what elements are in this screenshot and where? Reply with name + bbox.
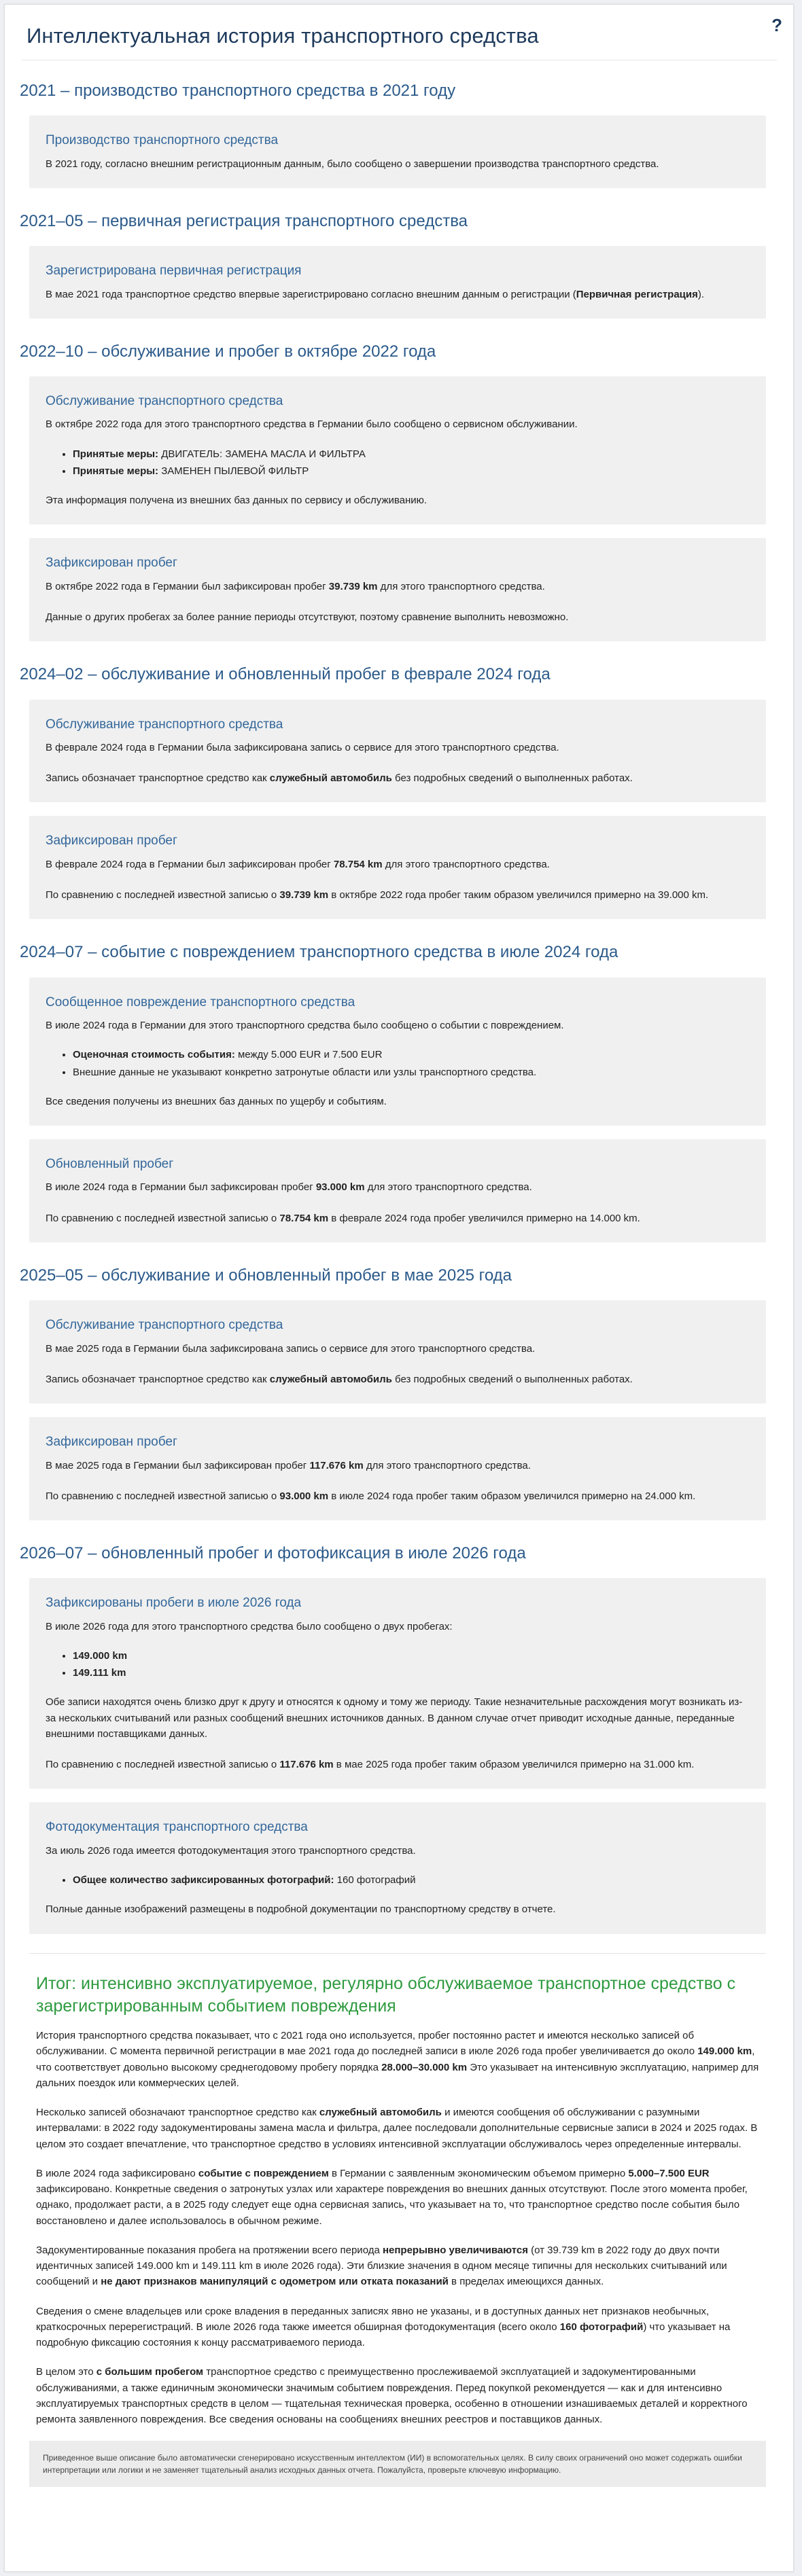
card-title: Сообщенное повреждение транспортного средства (46, 995, 355, 1009)
list-item: • Оценочная стоимость события: между 5.000 EUR и 7.500 EUR (73, 1047, 750, 1062)
event-card (29, 816, 766, 919)
section-heading: 2025–05 – обслуживание и обновленный пробег в мае 2025 года (20, 1266, 512, 1285)
summary-heading: Итог: интенсивно эксплуатируемое, регулярно обслуживаемое транспортное средство с зарегистрированным событием повреждения (36, 1973, 736, 2016)
card-title: Зафиксирован пробег (46, 556, 177, 571)
card-text: В феврале 2024 года в Германии был зафиксирован пробег 78.754 km для этого транспортного средства. (46, 858, 550, 870)
section-heading: 2021–05 – первичная регистрация транспортного средства (20, 211, 468, 230)
event-card (29, 1139, 766, 1242)
card-title: Фотодокументация транспортного средства (46, 1820, 308, 1835)
list-item: • Общее количество зафиксированных фотографий: 160 фотографий (73, 1872, 750, 1888)
card-text: В июле 2026 года для этого транспортного средства было сообщено о двух пробегах: (46, 1620, 453, 1632)
card-title: Зарегистрирована первичная регистрация (46, 264, 302, 279)
card-text: Эта информация получена из внешних баз данных по сервису и обслуживанию. (46, 495, 428, 507)
section-heading: 2022–10 – обслуживание и пробег в октябре 2022 года (20, 342, 436, 361)
event-card (29, 538, 766, 641)
section-heading: 2021 – производство транспортного средства в 2021 году (20, 82, 456, 100)
divider (29, 1953, 766, 1954)
event-card (29, 1578, 766, 1789)
card-text: По сравнению с последней известной записью о 78.754 km в феврале 2024 года пробег увеличился примерно на 14.000 km. (46, 1212, 640, 1224)
list-item: • 149.000 km (73, 1648, 750, 1664)
summary (36, 1973, 766, 2428)
event-card (29, 376, 766, 524)
event-card (29, 1417, 766, 1520)
ai-disclaimer: Приведенное выше описание было автоматически сгенерировано искусственным интеллектом (ИИ) в вспомогательных целях. В силу своих ограничений оно может содержать ошибки интерпретации или логики и не заменяет тщательный анализ исходных данных отчета. Пожалуйста, проверьте ключевую информацию. (29, 2441, 766, 2487)
list-item: • Внешние данные не указывают конкретно затронутые области или узлы транспортного средства. (73, 1065, 750, 1080)
event-card (29, 246, 766, 319)
card-text: По сравнению с последней известной записью о 39.739 km в октябре 2022 года пробег таким образом увеличился примерно на 39.000 km. (46, 889, 709, 901)
event-card (29, 1802, 766, 1933)
card-text: Данные о других пробегах за более ранние периоды отсутствуют, поэтому сравнение выполнить невозможно. (46, 611, 569, 624)
section-heading: 2026–07 – обновленный пробег и фотофиксация в июле 2026 года (20, 1544, 526, 1562)
summary-text: История транспортного средства показывает, что с 2021 года оно используется, пробег постоянно растет и имеются несколько записей об обслуживании. С момента первичной регистрации в мае 2021 года до последней записи в июле 2026 года пробег увеличивается до около 149.000 km, что соответствует довольно высокому среднегодовому пробегу порядка 28.000–30.000 km Это указывает на интенсивную эксплуатацию, например для дальних поездок или коммерческих целей. (36, 2030, 759, 2089)
card-text: Запись обозначает транспортное средство как служебный автомобиль без подробных сведений о выполненных работах. (46, 1373, 633, 1385)
card-title: Обслуживание транспортного средства (46, 393, 283, 408)
event-card (29, 700, 766, 803)
card-text: В 2021 году, согласно внешним регистрационным данным, было сообщено о завершении производства транспортного средства. (46, 158, 659, 170)
list-item: • 149.111 km (73, 1665, 750, 1681)
summary-text: Несколько записей обозначают транспортное средство как служебный автомобиль и имеются сообщения об обслуживании с разумными интервалами: в 2022 году задокументированы замена масла и фильтра, далее последовали дополнительные сервисные записи в 2024 и 2025 годах. В целом это создает впечатление, что транспортное средство в условиях интенсивной эксплуатации обслуживалось через определенные интервалы. (36, 2107, 758, 2150)
card-text: Полные данные изображений размещены в подробной документации по транспортному средству в отчете. (46, 1903, 556, 1916)
timeline (5, 78, 793, 2487)
card-text: В феврале 2024 года в Германии была зафиксирована запись о сервисе для этого транспортного средства. (46, 741, 559, 753)
event-card (29, 978, 766, 1126)
damage-list (73, 1047, 750, 1080)
list-item: • Принятые меры: ЗАМЕНЕН ПЫЛЕВОЙ ФИЛЬТР (73, 463, 750, 479)
card-title: Зафиксированы пробеги в июле 2026 года (46, 1596, 302, 1611)
card-text: Обе записи находятся очень близко друг к другу и относятся к одному и тому же периоду. Такие незначительные расхождения могут возникать из-за нескольких считываний или разных сообщений внешних источников данных. В данном случае отчет приводит исходные данные, переданные внешними поставщиками данных. (46, 1696, 743, 1740)
card-text: По сравнению с последней известной записью о 93.000 km в июле 2024 года пробег таким образом увеличился примерно на 24.000 km. (46, 1490, 696, 1502)
card-text: В мае 2025 года в Германии был зафиксирован пробег 117.676 km для этого транспортного средства. (46, 1459, 531, 1471)
mileage-list (73, 1648, 750, 1681)
card-text: В июле 2024 года в Германии был зафиксирован пробег 93.000 km для этого транспортного средства. (46, 1181, 532, 1194)
summary-text: Сведения о смене владельцев или сроке владения в переданных записях явно не указаны, и в доступных данных нет признаков необычных, краткосрочных перерегистраций. В июле 2026 года также имеется обширная фотодокументация (всего около 160 фотографий) что указывает на подробную фиксацию состояния к концу рассматриваемого периода. (36, 2305, 731, 2349)
list-item: • Принятые меры: ДВИГАТЕЛЬ: ЗАМЕНА МАСЛА И ФИЛЬТРА (73, 446, 750, 462)
card-text: В мае 2021 года транспортное средство впервые зарегистрировано согласно внешним данным о регистрации (Первичная регистрация). (46, 288, 705, 300)
section-heading: 2024–07 – событие с повреждением транспортного средства в июле 2024 года (20, 943, 618, 962)
event-card (29, 1300, 766, 1403)
card-text: В июле 2024 года в Германии для этого транспортного средства было сообщено о событии с повреждением. (46, 1020, 564, 1031)
measures-list (73, 446, 750, 480)
photo-list (73, 1872, 750, 1888)
event-card (29, 115, 766, 188)
card-title: Обслуживание транспортного средства (46, 717, 283, 732)
section-heading: 2024–02 – обслуживание и обновленный пробег в феврале 2024 года (20, 665, 551, 684)
card-text: Все сведения получены из внешних баз данных по ущербу и событиям. (46, 1095, 387, 1107)
card-text: В мае 2025 года в Германии была зафиксирована запись о сервисе для этого транспортного средства. (46, 1342, 536, 1355)
summary-text: В целом это с большим пробегом транспортное средство с преимущественно прослеживаемой эксплуатацией и задокументированными обслуживаниями, а также единичным экономически значимым событием повреждения. Перед покупкой рекомендуется — как и для интенсивно эксплуатируемых транспортных средств в целом — тщательная техническая проверка, особенно в отношении изнашиваемых деталей и корректного ремонта заявленного повреждения. Все сведения основаны на сообщениях внешних реестров и поставщиков данных. (36, 2366, 748, 2426)
card-text: По сравнению с последней известной записью о 117.676 km в мае 2025 года пробег таким образом увеличился примерно на 31.000 km. (46, 1759, 695, 1771)
card-title: Обслуживание транспортного средства (46, 1318, 283, 1333)
card-title: Зафиксирован пробег (46, 834, 177, 848)
card-title: Зафиксирован пробег (46, 1435, 177, 1450)
help-icon[interactable]: ? (771, 15, 782, 35)
card-text: В октябре 2022 года в Германии был зафиксирован пробег 39.739 km для этого транспортного средства. (46, 580, 545, 592)
card-title: Обновленный пробег (46, 1157, 174, 1171)
summary-text: Задокументированные показания пробега на протяжении всего периода непрерывно увеличиваются (от 39.739 km в 2022 году до двух почти идентичных записей 149.000 km и 149.111 km в июле 2026 года). Эти близкие значения в одном месяце типичны для нескольких считываний или сообщений и не дают признаков манипуляций с одометром или отката показаний в пределах имеющихся данных. (36, 2244, 727, 2288)
report-page (4, 4, 794, 2572)
report-header (21, 5, 782, 60)
card-text: Запись обозначает транспортное средство как служебный автомобиль без подробных сведений о выполненных работах. (46, 772, 633, 785)
page-title: Интеллектуальная история транспортного средства (27, 24, 539, 48)
card-text: В октябре 2022 года для этого транспортного средства в Германии было сообщено о сервисном обслуживании. (46, 418, 578, 431)
summary-text: В июле 2024 года зафиксировано событие с повреждением в Германии с заявленным экономическим объемом примерно 5.000–7.500 EUR зафиксировано. Конкретные сведения о затронутых узлах или характере повреждения во внешних данных отсутствуют. После этого момента пробег, однако, продолжает расти, а в 2025 году следует еще одна сервисная запись, что указывает на то, что транспортное средство после события было восстановлено и далее использовалось в обычном режиме. (36, 2167, 748, 2227)
card-title: Производство транспортного средства (46, 133, 279, 148)
card-text: За июль 2026 года имеется фотодокументация этого транспортного средства. (46, 1844, 416, 1857)
